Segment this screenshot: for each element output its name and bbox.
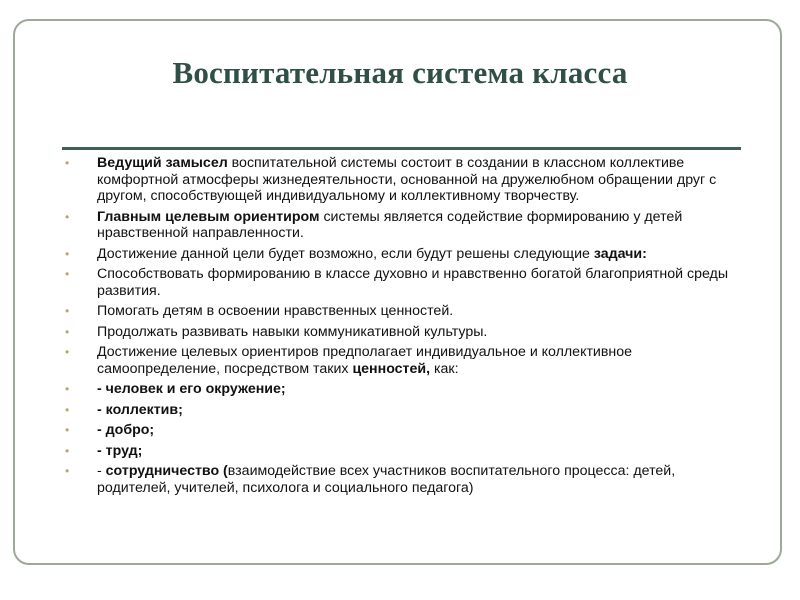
- bullet-icon: •: [65, 402, 70, 417]
- bullet-icon: •: [65, 443, 70, 458]
- bullet-icon: •: [65, 382, 70, 396]
- list-item: [65, 381, 745, 398]
- list-item: [65, 324, 745, 341]
- item-bold: сотрудничество (: [105, 463, 228, 479]
- bullet-list: [65, 155, 745, 500]
- item-bold: - человек и его окружение;: [97, 381, 286, 397]
- item-text: взаимодействие всех участников воспитательного процесса: детей, родителей, учителей, психолога и социального педагога): [97, 463, 676, 496]
- item-text: системы является содействие формированию у детей нравственной направленности.: [97, 208, 683, 241]
- bullet-icon: •: [65, 209, 70, 224]
- bullet-icon: •: [65, 324, 70, 339]
- list-item: [65, 155, 745, 205]
- item-text: воспитательной системы состоит в создании в классном коллективе комфортной атмосферы жизнедеятельности, основанной на дружелюбном обращении друг с другом, способствующей индивидуальному и коллективному творчеству.: [97, 155, 717, 204]
- title-divider: [62, 147, 741, 150]
- list-item: [65, 266, 745, 299]
- list-item: [65, 463, 745, 496]
- item-text-after: как:: [430, 360, 459, 377]
- slide-title: Воспитательная система класса: [172, 55, 628, 90]
- list-item: [65, 344, 745, 377]
- list-item: [65, 402, 745, 419]
- item-bold: задачи:: [593, 245, 647, 262]
- item-text: Достижение данной цели будет возможно, если будут решены следующие: [97, 245, 594, 262]
- list-item: [65, 443, 745, 460]
- bullet-icon: •: [65, 345, 70, 359]
- bullet-icon: •: [65, 304, 70, 318]
- list-item: [65, 303, 745, 320]
- item-bold: - коллектив;: [97, 401, 183, 418]
- item-bold: - труд;: [97, 442, 143, 459]
- item-bold: Ведущий замысел: [97, 155, 228, 171]
- item-text: Продолжать развивать навыки коммуникативной культуры.: [97, 323, 488, 340]
- item-text-pre: -: [97, 463, 106, 479]
- bullet-icon: •: [65, 156, 70, 170]
- item-bold: Главным целевым ориентиром: [97, 208, 320, 225]
- item-text: Достижение целевых ориентиров предполагает индивидуальное и коллективное самоопределение, посредством таких: [97, 344, 633, 377]
- list-item: [65, 422, 745, 439]
- bullet-icon: •: [65, 246, 70, 261]
- bullet-icon: •: [65, 423, 70, 437]
- list-item: [65, 246, 745, 263]
- list-item: [65, 209, 745, 242]
- bullet-icon: •: [65, 267, 70, 281]
- item-bold: ценностей,: [352, 360, 431, 377]
- item-bold: - добро;: [97, 422, 155, 438]
- item-text: Помогать детям в освоении нравственных ценностей.: [97, 303, 454, 319]
- item-text: Способствовать формированию в классе духовно и нравственно богатой благоприятной среды развития.: [97, 266, 729, 299]
- bullet-icon: •: [65, 464, 70, 478]
